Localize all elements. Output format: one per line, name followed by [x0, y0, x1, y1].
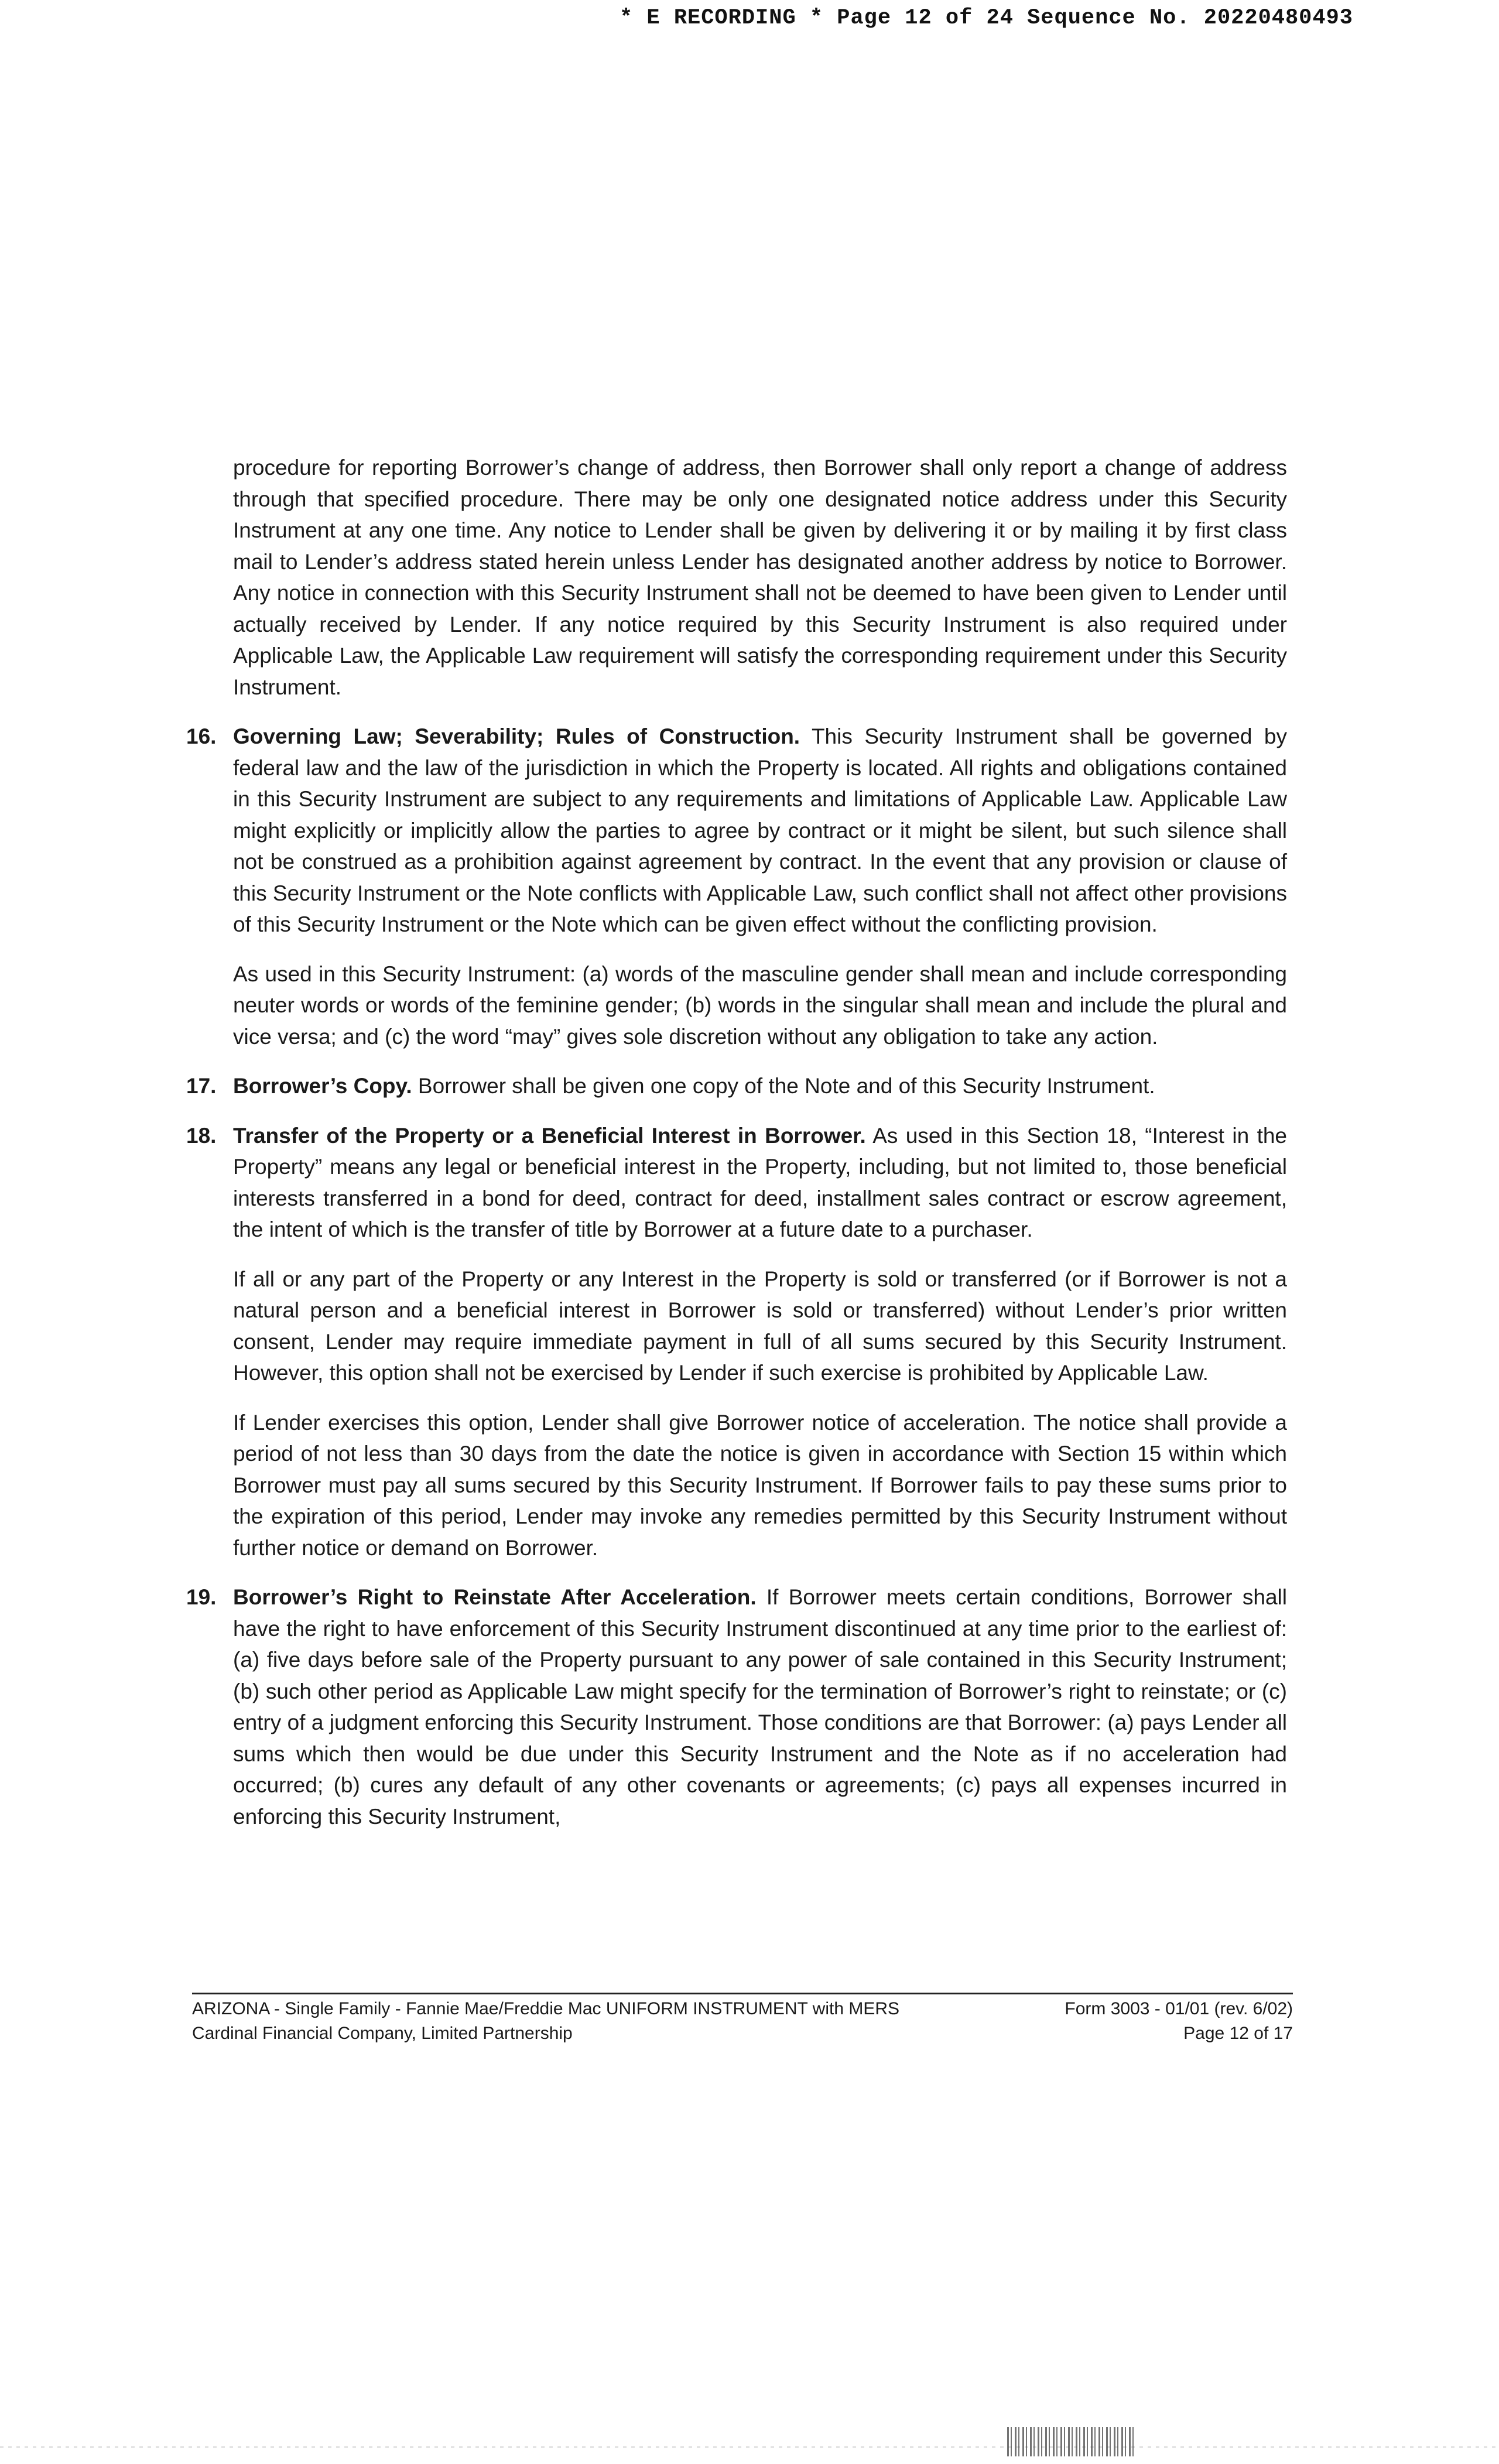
section-number: 19. [186, 1585, 217, 1609]
footer-divider [192, 1993, 1293, 1994]
section-title: Governing Law; Severability; Rules of Construction. [233, 724, 800, 748]
footer-form-title: ARIZONA - Single Family - Fannie Mae/Freddie Mac UNIFORM INSTRUMENT with MERS [192, 1999, 900, 2018]
section-number: 18. [186, 1123, 217, 1148]
section-number: 17. [186, 1074, 217, 1098]
section-17 [186, 1070, 1287, 1102]
footer-lender: Cardinal Financial Company, Limited Partnership [192, 2024, 573, 2043]
section-text: As used in this Section 18, “Interest in the Property” means any legal or beneficial interest in the Property, including, but not limited to, those beneficial interests transferred in a bond for deed, contract for deed, installment sales contract or escrow agreement, the intent of which is the transfer of title by Borrower at a future date to a purchaser. [233, 1123, 1288, 1241]
section-title: Borrower’s Copy. [233, 1074, 412, 1098]
section-subparagraph: As used in this Security Instrument: (a) words of the masculine gender shall mean and include corresponding neuter words or words of the feminine gender; (b) words in the singular shall mean and include the plural and vice versa; and (c) the word “may” gives sole discretion without any obligation to take any action. [233, 961, 1287, 1049]
section-text: This Security Instrument shall be governed by federal law and the law of the jurisdiction in which the Property is located. All rights and obligations contained in this Security Instrument are subject to any requirements and limitations of Applicable Law. Applicable Law might explicitly or implicitly allow the parties to agree by contract or it might be silent, but such silence shall not be construed as a prohibition against agreement by contract. In the event that any provision or clause of this Security Instrument or the Note conflicts with Applicable Law, such conflict shall not affect other provisions of this Security Instrument or the Note which can be given effect without the conflicting provision. [233, 724, 1287, 936]
section-subparagraph: If all or any part of the Property or any Interest in the Property is sold or transferred (or if Borrower is not a natural person and a beneficial interest in Borrower is sold or transferred) without Lender’s prior written consent, Lender may require immediate payment in full of all sums secured by this Security Instrument. However, this option shall not be exercised by Lender if such exercise is prohibited by Applicable Law. [233, 1267, 1287, 1385]
document-body [186, 452, 1287, 1850]
scan-artifact-line [0, 2446, 1499, 2448]
section-subparagraph: If Lender exercises this option, Lender shall give Borrower notice of acceleration. The notice shall provide a period of not less than 30 days from the date the notice is given in accordance with Section 15 within which Borrower must pay all sums secured by this Security Instrument. If Borrower fails to pay these sums prior to the expiration of this period, Lender may invoke any remedies permitted by this Security Instrument without further notice or demand on Borrower. [233, 1410, 1287, 1560]
footer-form-number: Form 3003 - 01/01 (rev. 6/02) [1065, 1999, 1293, 2018]
section-title: Transfer of the Property or a Beneficial Interest in Borrower. [233, 1123, 866, 1148]
recording-header: * E RECORDING * Page 12 of 24 Sequence No. 20220480493 [620, 6, 1353, 30]
section-text: If Borrower meets certain conditions, Borrower shall have the right to have enforcement of this Security Instrument discontinued at any time prior to the earliest of: (a) five days before sale of the Property pursuant to any power of sale contained in this Security Instrument; (b) such other period as Applicable Law might specify for the termination of Borrower’s right to reinstate; or (c) entry of a judgment enforcing this Security Instrument. Those conditions are that Borrower: (a) pays Lender all sums which then would be due under this Security Instrument and the Note as if no acceleration had occurred; (b) cures any default of any other covenants or agreements; (c) pays all expenses incurred in enforcing this Security Instrument, [233, 1585, 1287, 1829]
footer-page-number: Page 12 of 17 [1183, 2024, 1293, 2043]
section-title: Borrower’s Right to Reinstate After Acceleration. [233, 1585, 757, 1609]
section-16 [186, 721, 1287, 1052]
section-18 [186, 1120, 1287, 1564]
section-number: 16. [186, 724, 217, 748]
section-19 [186, 1582, 1287, 1832]
intro-paragraph: procedure for reporting Borrower’s change of address, then Borrower shall only report a change of address through that specified procedure. There may be only one designated notice address under this Security Instrument at any one time. Any notice to Lender shall be given by delivering it or by mailing it by first class mail to Lender’s address stated herein unless Lender has designated another address by notice to Borrower. Any notice in connection with this Security Instrument shall not be deemed to have been given to Lender until actually received by Lender. If any notice required by this Security Instrument is also required under Applicable Law, the Applicable Law requirement will satisfy the corresponding requirement under this Security Instrument. [233, 456, 1287, 699]
section-text: Borrower shall be given one copy of the Note and of this Security Instrument. [412, 1074, 1155, 1098]
barcode-icon [1007, 2427, 1136, 2456]
